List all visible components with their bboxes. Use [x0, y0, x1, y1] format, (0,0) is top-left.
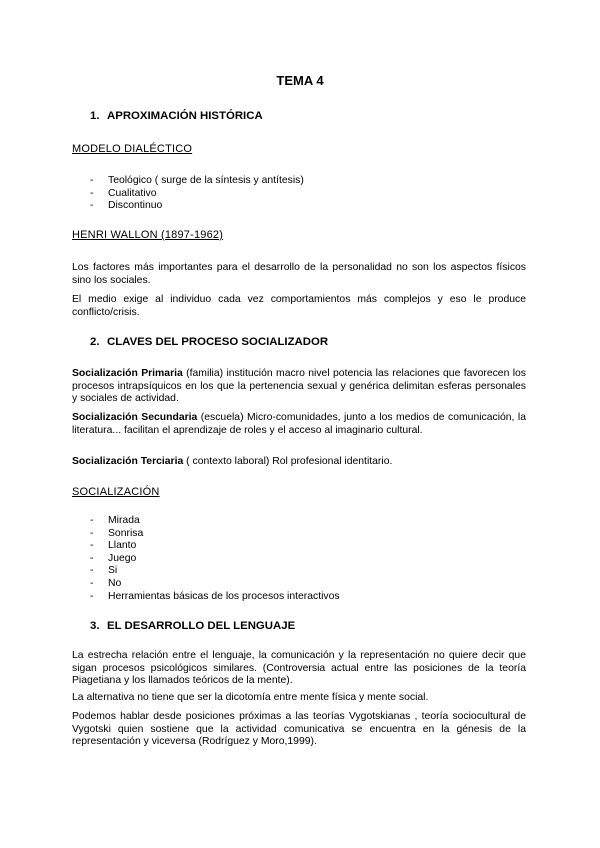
socializacion-list: [90, 515, 340, 603]
paragraph-primaria: Socialización Primaria (familia) institución macro nivel potencia las relaciones que favorecen los procesos intrapsíquicos en los que la pertenencia sexual y genérica delimitan esferas personales y sociales de actividad.: [72, 368, 527, 405]
list-marker: -: [90, 590, 94, 602]
modelo-list: [90, 175, 304, 213]
section-number: 1.: [90, 110, 100, 122]
list-item: - Teológico ( surge de la síntesis y antítesis): [90, 175, 304, 186]
paragraph: Podemos hablar desde posiciones próximas a las teorías Vygotskianas , teoría sociocultural de Vygotski quien sostiene que la actividad comunicativa se encuentra en la génesis de la representación y viceversa (Rodríguez y Moro,1999).: [72, 711, 526, 748]
page-title: TEMA 4: [276, 73, 324, 88]
section-number: 2.: [90, 336, 100, 348]
paragraph-secundaria: Socialización Secundaria (escuela) Micro-comunidades, junto a los medios de comunicación, la literatura... facilitan el aprendizaje de roles y el acceso al imaginario cultural.: [72, 412, 527, 436]
list-marker: -: [90, 187, 94, 199]
section-number: 3.: [90, 620, 100, 632]
section-heading-1: [90, 110, 263, 123]
list-marker: -: [90, 565, 94, 577]
list-marker: -: [90, 175, 94, 186]
term-label: Socialización Primaria: [72, 368, 183, 379]
list-item: - Llanto: [90, 540, 137, 552]
subheading-modelo: MODELO DIALÉCTICO: [72, 143, 193, 155]
list-item: - Sonrisa: [90, 527, 144, 539]
list-marker: -: [90, 552, 94, 564]
paragraph: El medio exige al individuo cada vez comportamientos más complejos y eso le produce conflicto/crisis.: [72, 294, 526, 318]
list-marker: -: [90, 540, 94, 552]
list-item: - No: [90, 577, 122, 589]
list-item: - Discontinuo: [90, 200, 163, 212]
list-item: - Si: [90, 565, 118, 577]
section-heading-2: [90, 336, 328, 349]
section-title: EL DESARROLLO DEL LENGUAJE: [107, 620, 296, 632]
paragraph: Los factores más importantes para el desarrollo de la personalidad no son los aspectos físicos sino los sociales.: [72, 262, 526, 286]
paragraph: La alternativa no tiene que ser la dicotomía entre mente física y mente social.: [72, 692, 429, 703]
list-item: - Herramientas básicas de los procesos interactivos: [90, 590, 340, 602]
list-item: - Juego: [90, 552, 137, 564]
list-marker: -: [90, 200, 94, 212]
list-marker: -: [90, 577, 94, 589]
list-marker: -: [90, 527, 94, 539]
list-item: - Cualitativo: [90, 187, 157, 199]
section-title: APROXIMACIÓN HISTÓRICA: [107, 110, 263, 122]
list-item: - Mirada: [90, 515, 140, 526]
section-heading-3: [90, 620, 295, 633]
section-title: CLAVES DEL PROCESO SOCIALIZADOR: [107, 336, 329, 348]
paragraph-terciaria: Socialización Terciaria ( contexto laboral) Rol profesional identitario.: [72, 456, 393, 467]
paragraph: La estrecha relación entre el lenguaje, la comunicación y la representación no quiere decir que sigan procesos psicológicos similares. (Controversia actual entre las posiciones de la teoría Piagetiana y los llamados teóricos de la mente).: [72, 650, 526, 687]
term-label: Socialización Secundaria: [72, 412, 198, 423]
list-marker: -: [90, 515, 94, 526]
subheading-socializacion: SOCIALIZACIÓN: [72, 486, 160, 498]
term-label: Socialización Terciaria: [72, 456, 184, 467]
subheading-wallon: HENRI WALLON (1897-1962): [72, 229, 224, 241]
